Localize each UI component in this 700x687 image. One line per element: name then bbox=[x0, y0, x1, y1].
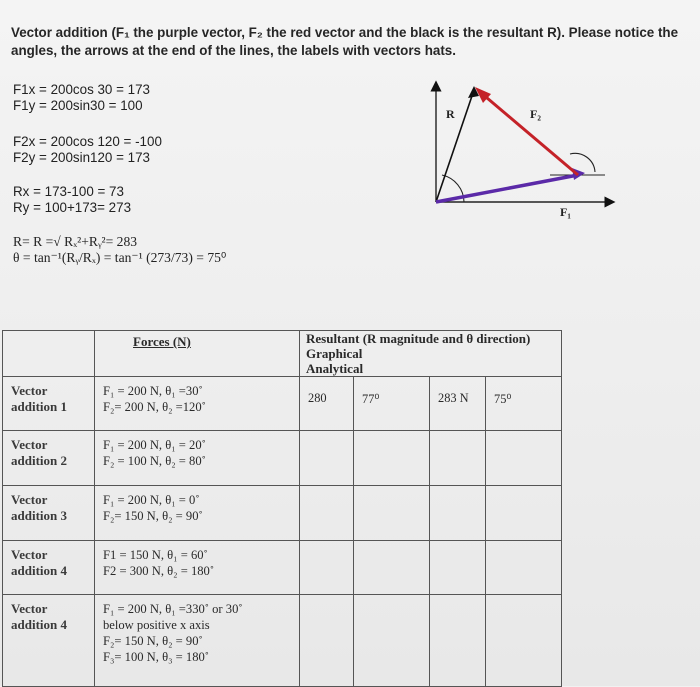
f2x-calc: F2x = 200cos 120 = -100 bbox=[13, 134, 162, 149]
row-label: Vector addition 4 bbox=[3, 541, 95, 595]
r-magnitude-calc: R= R =√ Rₓ²+Rᵧ²= 283 bbox=[13, 234, 138, 249]
table-row bbox=[3, 431, 562, 486]
row-forces: F₁ = 200 N, θ₁ = 0˚ F₂= 150 N, θ₂ = 90˚ bbox=[95, 486, 300, 541]
analytical-magnitude bbox=[430, 541, 486, 595]
instructions-line-2: angles, the arrows at the end of the lines, the labels with vectors hats. bbox=[11, 43, 456, 58]
f2-components bbox=[13, 134, 162, 166]
analytical-angle bbox=[486, 431, 562, 486]
row-forces: F₁ = 200 N, θ₁ =330˚ or 30˚ below positive x axis F₂= 150 N, θ₂ = 90˚ F₃= 100 N, θ₃ = 180˚ bbox=[95, 595, 300, 687]
row-forces: F₁ = 200 N, θ₁ =30˚ F₂= 200 N, θ₂ =120˚ bbox=[95, 377, 300, 431]
analytical-magnitude bbox=[430, 486, 486, 541]
header-empty bbox=[3, 331, 95, 377]
vector-diagram bbox=[420, 72, 620, 232]
resultant-arrowhead bbox=[468, 86, 479, 98]
f1x-calc: F1x = 200cos 30 = 173 bbox=[13, 82, 150, 97]
f2-vector bbox=[480, 92, 578, 175]
results-table bbox=[2, 330, 562, 687]
table-header-row bbox=[3, 331, 562, 377]
label-r: R bbox=[446, 107, 455, 121]
theta-calc: θ = tan⁻¹(Rᵧ/Rₓ) = tan⁻¹ (273/73) = 75⁰ bbox=[13, 250, 227, 265]
row-label: Vector addition 4 bbox=[3, 595, 95, 687]
label-f1: F₁ bbox=[560, 205, 571, 219]
graphical-magnitude bbox=[300, 541, 354, 595]
header-resultant: Resultant (R magnitude and θ direction) Graphical Analytical bbox=[300, 331, 562, 377]
graphical-angle bbox=[354, 595, 430, 687]
resultant-components bbox=[13, 184, 131, 216]
analytical-magnitude bbox=[430, 431, 486, 486]
row-forces: F1 = 150 N, θ₁ = 60˚ F2 = 300 N, θ₂ = 180˚ bbox=[95, 541, 300, 595]
table-row bbox=[3, 541, 562, 595]
graphical-angle bbox=[354, 486, 430, 541]
header-graphical: Graphical bbox=[306, 346, 363, 361]
graphical-angle: 77⁰ bbox=[354, 377, 430, 431]
f1-vector bbox=[436, 175, 578, 202]
analytical-magnitude bbox=[430, 595, 486, 687]
table-row bbox=[3, 486, 562, 541]
label-f2: F₂ bbox=[530, 107, 541, 121]
row-label: Vector addition 2 bbox=[3, 431, 95, 486]
analytical-magnitude: 283 N bbox=[430, 377, 486, 431]
resultant-vector bbox=[436, 90, 474, 202]
table-row bbox=[3, 595, 562, 687]
graphical-magnitude bbox=[300, 595, 354, 687]
header-forces: Forces (N) bbox=[95, 331, 300, 377]
f1y-calc: F1y = 200sin30 = 100 bbox=[13, 98, 143, 113]
graphical-angle bbox=[354, 431, 430, 486]
ry-calc: Ry = 100+173= 273 bbox=[13, 200, 132, 215]
analytical-angle bbox=[486, 595, 562, 687]
analytical-angle: 75⁰ bbox=[486, 377, 562, 431]
f1-components bbox=[13, 82, 150, 114]
table-row bbox=[3, 377, 562, 431]
f2y-calc: F2y = 200sin120 = 173 bbox=[13, 150, 150, 165]
graphical-magnitude bbox=[300, 486, 354, 541]
instructions bbox=[11, 24, 681, 60]
graphical-magnitude: 280 bbox=[300, 377, 354, 431]
graphical-angle bbox=[354, 541, 430, 595]
rx-calc: Rx = 173-100 = 73 bbox=[13, 184, 124, 199]
row-label: Vector addition 3 bbox=[3, 486, 95, 541]
analytical-angle bbox=[486, 541, 562, 595]
resultant-magnitude-angle bbox=[13, 234, 226, 266]
row-label: Vector addition 1 bbox=[3, 377, 95, 431]
analytical-angle bbox=[486, 486, 562, 541]
instructions-line-1: Vector addition (F₁ the purple vector, F₂ the red vector and the black is the resultant R). Please notice the bbox=[11, 25, 679, 40]
row-forces: F₁ = 200 N, θ₁ = 20˚ F₂ = 100 N, θ₂ = 80˚ bbox=[95, 431, 300, 486]
header-analytical: Analytical bbox=[306, 361, 364, 376]
graphical-magnitude bbox=[300, 431, 354, 486]
